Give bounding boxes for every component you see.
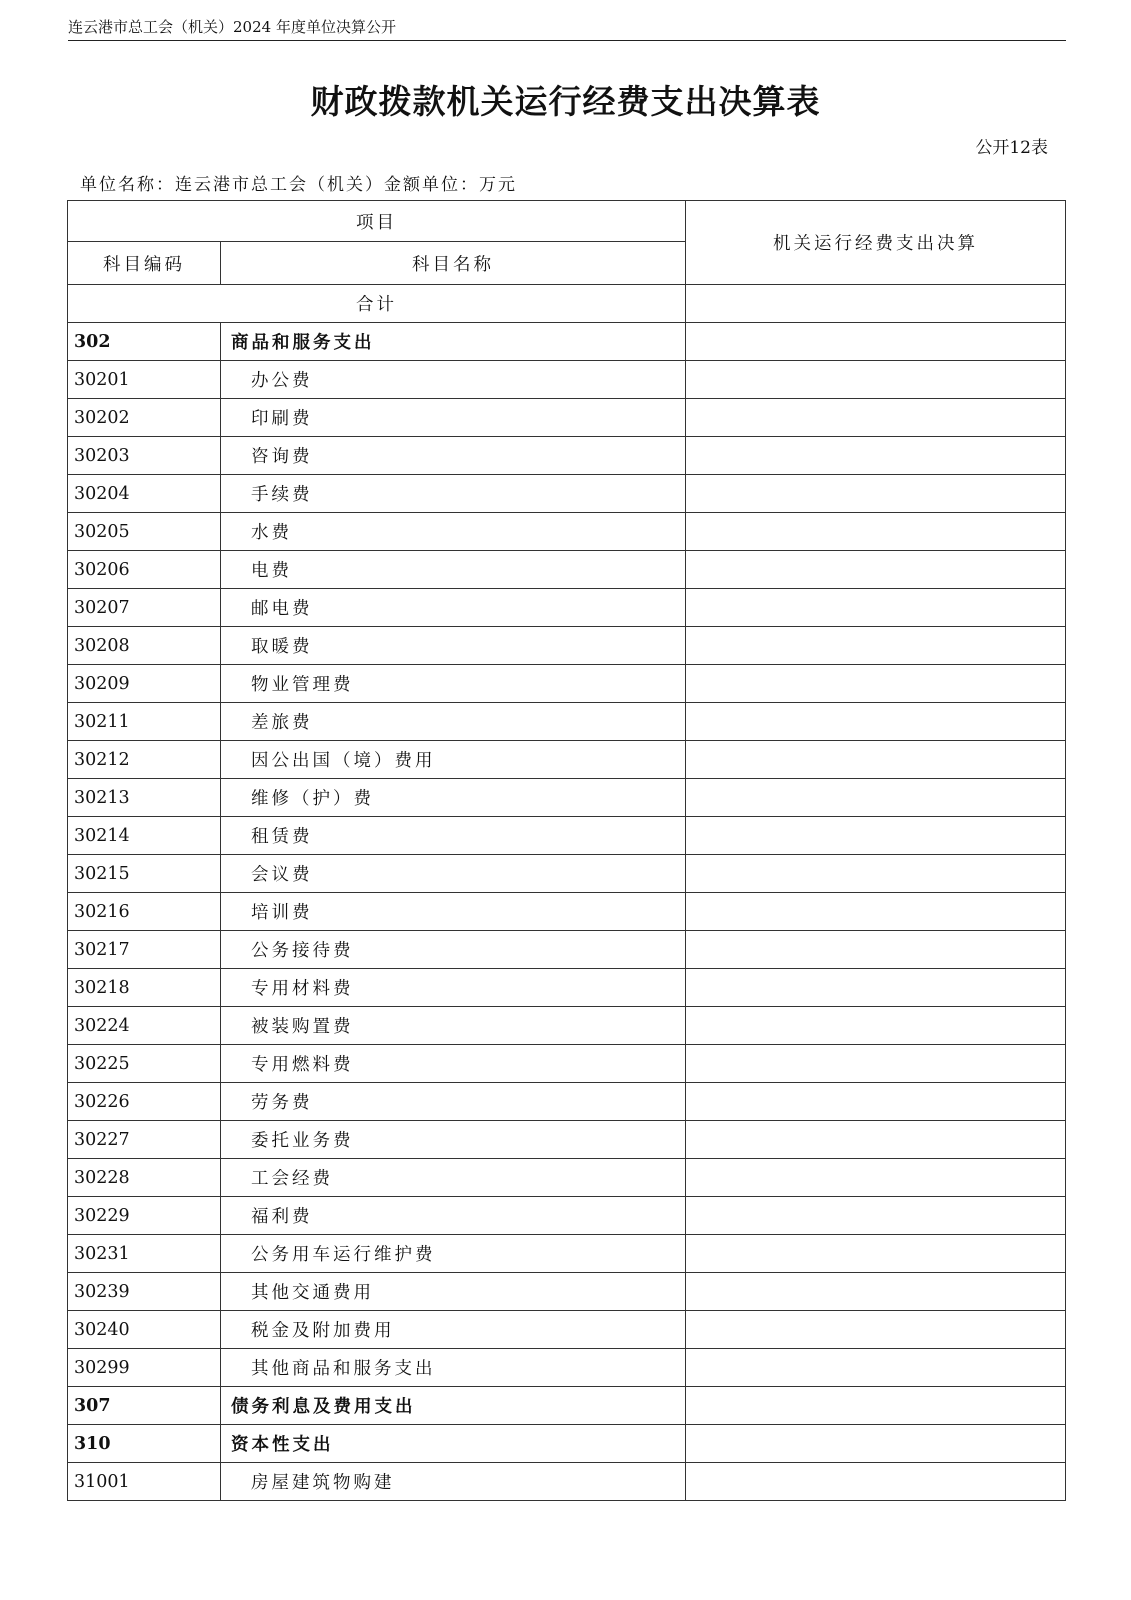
row-name: 房屋建筑物购建 [221, 1463, 686, 1501]
row-code: 30208 [68, 627, 221, 665]
row-code: 307 [68, 1387, 221, 1425]
row-amount [686, 779, 1066, 817]
table-row [68, 361, 1066, 399]
row-name: 债务利息及费用支出 [221, 1387, 686, 1425]
row-code: 30214 [68, 817, 221, 855]
row-amount [686, 665, 1066, 703]
row-code: 30209 [68, 665, 221, 703]
row-amount [686, 1273, 1066, 1311]
row-code: 310 [68, 1425, 221, 1463]
table-row [68, 475, 1066, 513]
table-row [68, 1387, 1066, 1425]
row-name: 资本性支出 [221, 1425, 686, 1463]
row-name: 商品和服务支出 [221, 323, 686, 361]
row-amount [686, 323, 1066, 361]
row-name: 手续费 [221, 475, 686, 513]
row-name: 邮电费 [221, 589, 686, 627]
row-code: 30227 [68, 1121, 221, 1159]
row-amount [686, 475, 1066, 513]
row-name: 其他交通费用 [221, 1273, 686, 1311]
row-amount [686, 1387, 1066, 1425]
row-name: 委托业务费 [221, 1121, 686, 1159]
table-row [68, 627, 1066, 665]
row-code: 30218 [68, 969, 221, 1007]
row-name: 劳务费 [221, 1083, 686, 1121]
table-row [68, 437, 1066, 475]
row-name: 培训费 [221, 893, 686, 931]
row-code: 30225 [68, 1045, 221, 1083]
page-title: 财政拨款机关运行经费支出决算表 [310, 82, 821, 121]
row-name: 公务用车运行维护费 [221, 1235, 686, 1273]
row-name: 工会经费 [221, 1159, 686, 1197]
row-code: 30203 [68, 437, 221, 475]
row-amount [686, 1311, 1066, 1349]
table-row [68, 1463, 1066, 1501]
row-code: 30240 [68, 1311, 221, 1349]
expense-table [67, 200, 1066, 1501]
column-header-name: 科目名称 [221, 242, 686, 285]
row-name: 电费 [221, 551, 686, 589]
row-code: 30239 [68, 1273, 221, 1311]
table-row [68, 1007, 1066, 1045]
row-amount [686, 893, 1066, 931]
unit-info: 单位名称：连云港市总工会（机关）金额单位：万元 [80, 175, 517, 195]
row-code: 30207 [68, 589, 221, 627]
row-code: 30211 [68, 703, 221, 741]
row-code: 31001 [68, 1463, 221, 1501]
row-code: 30206 [68, 551, 221, 589]
row-code: 30217 [68, 931, 221, 969]
row-name: 咨询费 [221, 437, 686, 475]
table-row [68, 399, 1066, 437]
table-row [68, 1273, 1066, 1311]
table-row [68, 855, 1066, 893]
row-amount [686, 855, 1066, 893]
table-row [68, 1045, 1066, 1083]
table-row [68, 1121, 1066, 1159]
row-amount [686, 1045, 1066, 1083]
table-row [68, 931, 1066, 969]
total-label: 合计 [68, 285, 686, 323]
header-row-1 [68, 201, 1066, 242]
row-code: 30212 [68, 741, 221, 779]
table-row [68, 1235, 1066, 1273]
row-code: 30224 [68, 1007, 221, 1045]
row-amount [686, 703, 1066, 741]
table-row [68, 1083, 1066, 1121]
row-name: 专用燃料费 [221, 1045, 686, 1083]
table-row [68, 665, 1066, 703]
row-name: 维修（护）费 [221, 779, 686, 817]
column-header-amount: 机关运行经费支出决算 [686, 201, 1066, 285]
row-amount [686, 931, 1066, 969]
row-code: 30229 [68, 1197, 221, 1235]
row-amount [686, 1425, 1066, 1463]
row-name: 差旅费 [221, 703, 686, 741]
row-amount [686, 551, 1066, 589]
row-amount [686, 1007, 1066, 1045]
row-amount [686, 399, 1066, 437]
row-amount [686, 1083, 1066, 1121]
row-code: 30205 [68, 513, 221, 551]
row-code: 30299 [68, 1349, 221, 1387]
row-amount [686, 437, 1066, 475]
row-code: 30213 [68, 779, 221, 817]
row-amount [686, 1463, 1066, 1501]
table-row [68, 893, 1066, 931]
row-name: 取暖费 [221, 627, 686, 665]
row-name: 印刷费 [221, 399, 686, 437]
row-name: 被装购置费 [221, 1007, 686, 1045]
row-code: 30228 [68, 1159, 221, 1197]
row-amount [686, 1159, 1066, 1197]
column-header-code: 科目编码 [68, 242, 221, 285]
row-name: 公务接待费 [221, 931, 686, 969]
row-amount [686, 589, 1066, 627]
row-name: 办公费 [221, 361, 686, 399]
row-name: 其他商品和服务支出 [221, 1349, 686, 1387]
row-amount [686, 817, 1066, 855]
row-amount [686, 1349, 1066, 1387]
table-row [68, 1159, 1066, 1197]
table-row [68, 741, 1066, 779]
row-name: 物业管理费 [221, 665, 686, 703]
row-amount [686, 1197, 1066, 1235]
table-row [68, 1311, 1066, 1349]
row-code: 30216 [68, 893, 221, 931]
table-row [68, 969, 1066, 1007]
row-name: 租赁费 [221, 817, 686, 855]
row-amount [686, 513, 1066, 551]
row-code: 302 [68, 323, 221, 361]
table-row [68, 817, 1066, 855]
table-row [68, 513, 1066, 551]
row-name: 税金及附加费用 [221, 1311, 686, 1349]
column-header-item: 项目 [68, 201, 686, 242]
row-amount [686, 1235, 1066, 1273]
total-row [68, 285, 1066, 323]
row-code: 30202 [68, 399, 221, 437]
row-amount [686, 1121, 1066, 1159]
row-name: 水费 [221, 513, 686, 551]
row-name: 会议费 [221, 855, 686, 893]
row-amount [686, 741, 1066, 779]
row-code: 30226 [68, 1083, 221, 1121]
row-amount [686, 361, 1066, 399]
row-name: 因公出国（境）费用 [221, 741, 686, 779]
table-row [68, 779, 1066, 817]
row-name: 专用材料费 [221, 969, 686, 1007]
row-name: 福利费 [221, 1197, 686, 1235]
table-row [68, 589, 1066, 627]
row-code: 30201 [68, 361, 221, 399]
table-row [68, 1349, 1066, 1387]
row-code: 30231 [68, 1235, 221, 1273]
row-amount [686, 627, 1066, 665]
table-row [68, 703, 1066, 741]
table-row [68, 1197, 1066, 1235]
row-amount [686, 969, 1066, 1007]
row-code: 30204 [68, 475, 221, 513]
table-number: 公开12表 [975, 138, 1048, 158]
page-header: 连云港市总工会（机关）2024 年度单位决算公开 [68, 16, 1066, 41]
row-code: 30215 [68, 855, 221, 893]
table-row [68, 551, 1066, 589]
table-row [68, 323, 1066, 361]
total-amount [686, 285, 1066, 323]
table-row [68, 1425, 1066, 1463]
